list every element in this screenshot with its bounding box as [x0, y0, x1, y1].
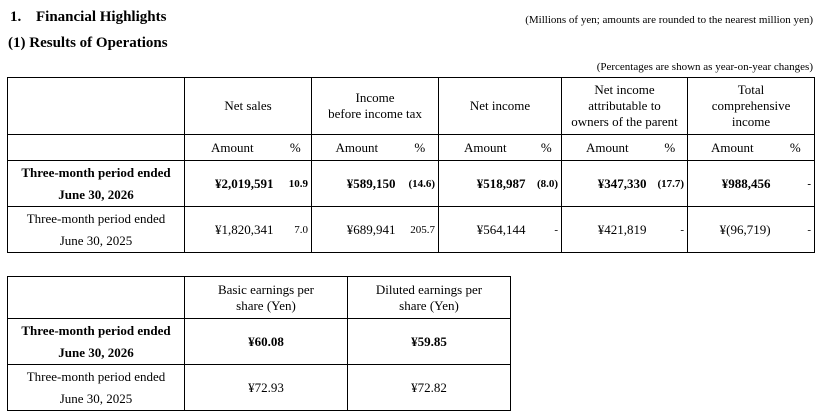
subsection-heading: (1) Results of Operations [8, 35, 168, 51]
row-label: Three-month period ended June 30, 2026 [8, 161, 185, 207]
pct-cell: (17.7) [653, 161, 688, 207]
header-row [8, 78, 815, 135]
pct-cell: - [777, 207, 815, 253]
header-row [8, 277, 511, 319]
col-header: Net income [439, 78, 562, 135]
corner-cell [8, 277, 185, 319]
table-row [8, 207, 815, 253]
pct-cell: (8.0) [532, 161, 562, 207]
amount-cell: ¥689,941 [312, 207, 402, 253]
pct-cell: - [532, 207, 562, 253]
basic-eps-cell: ¥60.08 [185, 319, 348, 365]
pct-cell: 7.0 [280, 207, 312, 253]
amount-cell: ¥347,330 [562, 161, 653, 207]
corner-cell [8, 135, 185, 161]
col-header: Income before income tax [312, 78, 439, 135]
amount-cell: ¥1,820,341 [185, 207, 280, 253]
row-label: Three-month period ended June 30, 2025 [8, 207, 185, 253]
table-row [8, 319, 511, 365]
earnings-per-share-table [7, 276, 511, 411]
col-header: Net income attributable to owners of the parent [562, 78, 688, 135]
results-of-operations-table [7, 77, 815, 253]
pct-label: % [777, 135, 815, 161]
amount-cell: ¥518,987 [439, 161, 532, 207]
diluted-eps-cell: ¥72.82 [348, 365, 511, 411]
pct-cell: - [777, 161, 815, 207]
pct-cell: - [653, 207, 688, 253]
amount-cell: ¥564,144 [439, 207, 532, 253]
col-header: Total comprehensive income [688, 78, 815, 135]
row-label: Three-month period ended June 30, 2025 [8, 365, 185, 411]
col-header: Basic earnings per share (Yen) [185, 277, 348, 319]
amount-label: Amount [688, 135, 777, 161]
corner-cell [8, 78, 185, 135]
table-row [8, 365, 511, 411]
section-heading [10, 9, 166, 26]
subheader-row [8, 135, 815, 161]
amount-cell: ¥2,019,591 [185, 161, 280, 207]
col-header: Diluted earnings per share (Yen) [348, 277, 511, 319]
section-number: 1. [10, 9, 22, 25]
row-label: Three-month period ended June 30, 2026 [8, 319, 185, 365]
section-title: Financial Highlights [36, 9, 167, 25]
amount-cell: ¥(96,719) [688, 207, 777, 253]
pct-cell: 205.7 [402, 207, 439, 253]
pct-cell: (14.6) [402, 161, 439, 207]
amount-label: Amount [312, 135, 402, 161]
amount-label: Amount [439, 135, 532, 161]
amount-label: Amount [185, 135, 280, 161]
table-row [8, 161, 815, 207]
percentages-note: (Percentages are shown as year-on-year changes) [596, 61, 813, 73]
pct-cell: 10.9 [280, 161, 312, 207]
units-note: (Millions of yen; amounts are rounded to the nearest million yen) [525, 14, 813, 26]
amount-cell: ¥421,819 [562, 207, 653, 253]
pct-label: % [280, 135, 312, 161]
amount-label: Amount [562, 135, 653, 161]
diluted-eps-cell: ¥59.85 [348, 319, 511, 365]
amount-cell: ¥988,456 [688, 161, 777, 207]
pct-label: % [532, 135, 562, 161]
col-header: Net sales [185, 78, 312, 135]
pct-label: % [402, 135, 439, 161]
amount-cell: ¥589,150 [312, 161, 402, 207]
pct-label: % [653, 135, 688, 161]
basic-eps-cell: ¥72.93 [185, 365, 348, 411]
